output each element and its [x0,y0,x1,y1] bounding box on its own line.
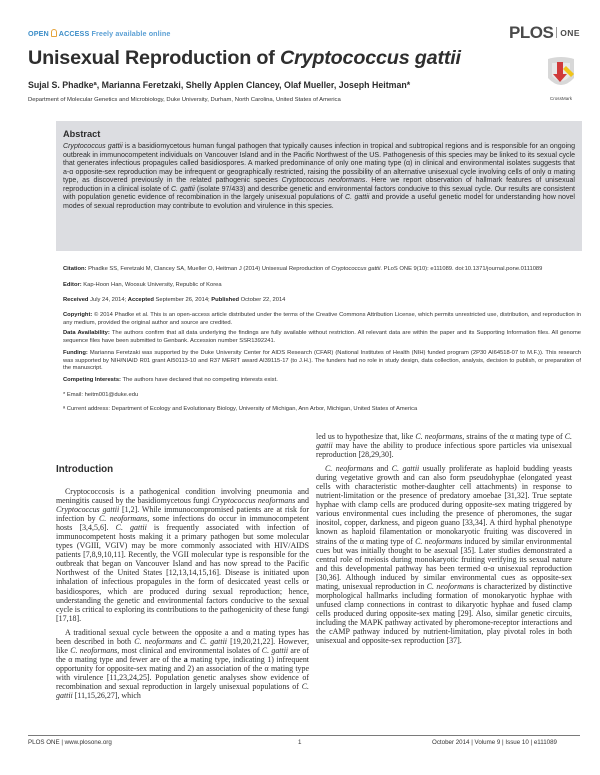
data-availability: Data Availability: The authors confirm that all data underlying the findings are fully available without restriction. All relevant data are within the paper and its Supporting Information files. All genome sequence files have been submitted to Genbank. Accession number SSR1392241. [63,330,581,344]
crossmark-icon[interactable] [544,56,578,94]
funding: Funding: Marianna Feretzaki was supported by the Duke University Center for AIDS Research (CFAR) (National Institutes of Health (NIH) funded program (2P30 AI64518-07 to M.F.)). This research was supported by NIH/NIAID R01 grant AI50113-10 and R37 MERIT award AI39115-17 (to J.H.). The funders had no role in study design, data collection, analysis, decision to publish, or preparation of the manuscript. [63,350,581,371]
dates: Received July 24, 2014; Accepted September 26, 2014; Published October 22, 2014 [63,297,286,303]
author-affiliation: Department of Molecular Genetics and Microbiology, Duke University, Durham, North Carolina, United States of America [28,97,341,103]
open-access-lock-icon [51,29,57,37]
freely-available-label: Freely available online [91,29,171,38]
intro-paragraph: Cryptococcosis is a pathogenical condition involving pneumonia and meningitis caused by the basidiomycetous fungi Cryptococcus neoformans and Cryptococcus gattii [1,2]. While immunocompromised patients are at risk for infection by C. neoformans, some infections do occur in immunocompetent hosts [3,4,5,6]. C. gattii is frequently associated with infection of immunocompetent hosts making it a primary pathogen but some molecular types (VGIII, VGIV) may be more commonly associated with HIV/AIDS patients [7,8,9,10,11]. Recently, the VGII molecular type is responsible for the outbreak that began on Vancouver Island and has now spread to the Pacific Northwest of the United States [12,13,14,15,16]. Disease is initiated upon inhalation of infectious propagules in the form of desiccated yeast cells or basidiospores, which are produced during sexual reproduction; hence, understanding the genetic and environmental factors conducive to the sexual cycle is critical to exploring its contributions to the pathogenicity of these fungi [17,18]. [56,487,309,623]
abstract-text: Cryptococcus gattii is a basidiomycetous human fungal pathogen that typically causes infection in tropical and subtropical regions and is responsible for an ongoing outbreak in immunocompetent individuals on Vancouver Island and in the Pacific Northwest of the US. Pathogenesis of this species may be linked to its sexual cycle that generates infectious propagules called basidiospores. A marked predominance of only one mating type (α) in clinical and environmental isolates suggests that a-α opposite-sex reproduction may be infrequent or geographically restricted, raising the possibility of an alternative unisexual cycle involving cells of only α mating type, as discovered previously in the related pathogenic species Cryptococcus neoformans. Here we report observation of hallmark features of unisexual reproduction in a clinical isolate of C. gattii (isolate 97/433) and describe genetic and environmental factors conducive to this sexual cycle. Our results are consistent with population genetic evidence of recombination in the largely unisexual populations of C. gattii and provide a useful genetic model for understanding how novel modes of sexual reproduction may contribute to evolution and virulence in this species. [63,143,576,210]
intro-left-column [56,487,309,705]
access-label: ACCESS [58,29,90,38]
footer-divider [28,735,580,736]
intro-right-column [316,432,572,650]
intro-paragraph: C. neoformans and C. gattii usually proliferate as haploid budding yeasts during vegetative growth and can also form pseudohyphae (elongated yeast cells with characteristic mother-daughter cell attachments) in response to nutrient-limitation or the presence of predatory amoebae [31,32]. True septate hyphae with clamp cells are produced during opposite-sex mating triggered by various environmental cues including the presence of pheromones, the sugar inositol, copper, darkness, and pigeon guano [33,34]. A third hyphal phenotype known as haploid filamentation or monokaryotic fruiting was discovered in strains of the α mating type of C. neoformans induced by similar environmental cues but was initially thought to be asexual [35]. Later studies demonstrated a central role of meiosis during monokaryotic fruiting verifying its sexual nature and this developmental pathway has been termed α-α unisexual reproduction [30,36]. Although induced by similar environmental cues as opposite-sex mating, unisexual reproduction in C. neoformans is characterized by distinctive morphological hallmarks including formation of monokaryotic hyphae with unfused clamp connections in contrast to dikaryotic hyphae and fused clamp cells produced during opposite-sex mating [29]. Also, similar genetic circuits, including the MAPK pathway activated by pheromone-receptor interactions and the cAMP pathway induced by nutrient-limitation, play pivotal roles in both unisexual and opposite-sex reproduction [37]. [316,464,572,646]
author-list: Sujal S. Phadkeª, Marianna Feretzaki, Shelly Applen Clancey, Olaf Mueller, Joseph Heitman* [28,80,411,90]
logo-divider [556,27,557,38]
current-address: ª Current address: Department of Ecology and Evolutionary Biology, University of Michigan, Ann Arbor, Michigan, United States of America [63,406,418,412]
footer-issue-info: October 2014 | Volume 9 | Issue 10 | e111089 [432,739,557,746]
citation: Citation: Phadke SS, Feretzaki M, Clancey SA, Mueller O, Heitman J (2014) Unisexual Reproduction of Cryptococcus gattii. PLoS ONE 9(10): e111089. doi:10.1371/journal.pone.0111089 [63,266,543,272]
plos-one-text: ONE [560,28,580,38]
editor: Editor: Kap-Hoon Han, Woosuk University, Republic of Korea [63,282,222,288]
page-number: 1 [298,739,302,746]
footer-journal[interactable]: PLOS ONE | www.plosone.org [28,739,112,746]
intro-paragraph: A traditional sexual cycle between the opposite a and α mating types has been described in both C. neoformans and C. gattii [19,20,21,22]. However, like C. neoformans, most clinical and environmental isolates of C. gattii are of the α mating type and fewer are of the a mating type, indicating 1) infrequent opportunity for opposite-sex mating and 2) an association of the α mating type with virulence [11,23,24,25]. Population genetic analyses show evidence of recombination and sexual reproduction in largely unisexual populations of C. gattii [11,15,26,27], which [56,627,310,701]
corresponding-email: * Email: heitm001@duke.edu [63,392,139,398]
crossmark-label: CrossMark [549,96,573,101]
competing-interests: Competing Interests: The authors have declared that no competing interests exist. [63,377,278,383]
open-label: OPEN [28,29,49,38]
intro-paragraph: led us to hypothesize that, like C. neoformans, strains of the α mating type of C. gattii may have the ability to produce infectious spore particles via unisexual reproduction [28,29,30]. [316,432,572,460]
plos-logo-text: PLOS [509,23,554,42]
abstract-heading: Abstract [63,129,101,139]
introduction-heading: Introduction [56,464,114,475]
open-access-banner [28,29,170,38]
article-title: Unisexual Reproduction of Cryptococcus gattii [28,47,461,69]
copyright: Copyright: © 2014 Phadke et al. This is an open-access article distributed under the terms of the Creative Commons Attribution License, which permits unrestricted use, distribution, and reproduction in any medium, provided the original author and source are credited. [63,312,581,326]
plos-one-logo[interactable] [509,23,580,43]
